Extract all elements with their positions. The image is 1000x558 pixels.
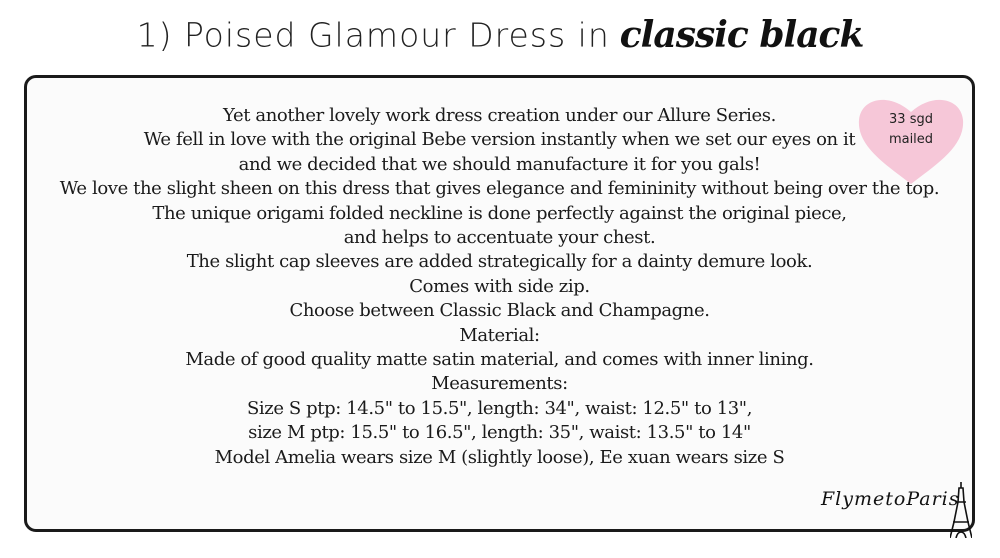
description-line: We fell in love with the original Bebe version instantly when we set our eyes on it [143,129,856,151]
price-amount: 33 sgd [889,112,933,127]
brand-signature: FlymetoParis [821,488,960,510]
description-line: Material: [459,324,540,346]
description-line: We love the slight sheen on this dress that gives elegance and femininity without being over the top. [59,178,940,200]
description-line: Choose between Classic Black and Champagne. [289,300,710,322]
price-text [855,110,967,150]
price-note: mailed [888,132,934,147]
page-title [0,14,1000,74]
description-line: Made of good quality matte satin material, and comes with inner lining. [185,349,814,371]
description-line: and we decided that we should manufacture it for you gals! [238,153,761,175]
description-line: Model Amelia wears size M (slightly loose), Ee xuan wears size S [214,446,785,468]
description-line: The slight cap sleeves are added strategically for a dainty demure look. [186,251,813,273]
description-card [24,75,975,532]
description-line: Measurements: [431,373,568,395]
title-text: 1) Poised Glamour Dress in [136,15,610,55]
description-line: size M ptp: 15.5" to 16.5", length: 35", waist: 13.5" to 14" [248,422,751,444]
product-description [27,104,972,470]
title-script-text: classic black [619,14,864,56]
description-line: Yet another lovely work dress creation under our Allure Series. [223,105,776,126]
description-line: Size S ptp: 14.5" to 15.5", length: 34", waist: 12.5" to 13", [246,397,753,419]
price-badge [855,92,967,186]
description-line: Comes with side zip. [409,275,590,297]
eiffel-tower-icon [950,482,972,538]
description-line: The unique origami folded neckline is done perfectly against the original piece, [152,202,847,224]
description-line: and helps to accentuate your chest. [343,227,656,249]
